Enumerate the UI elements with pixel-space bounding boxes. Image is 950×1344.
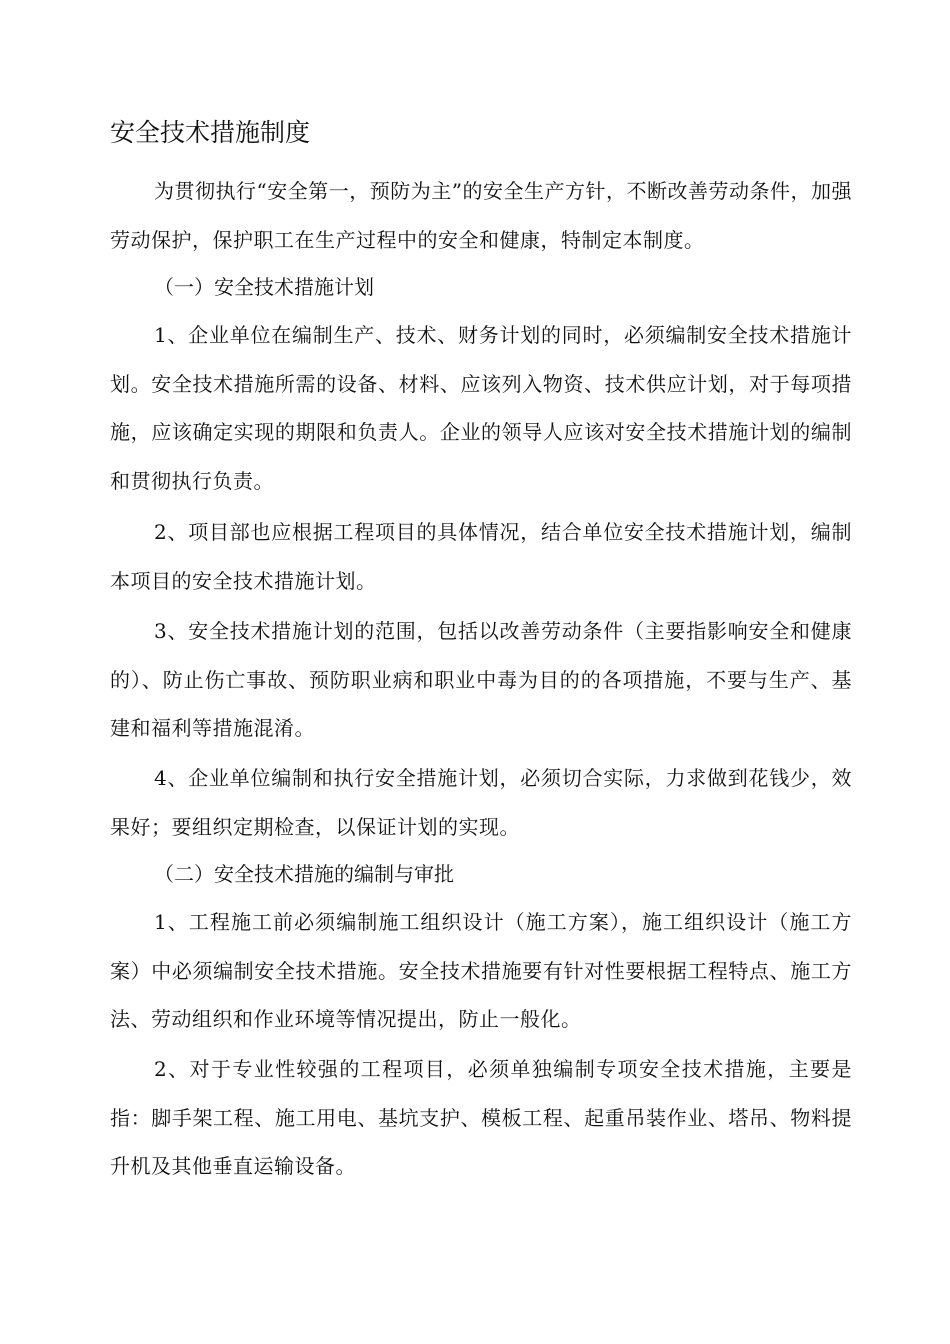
section-2-heading: （二）安全技术措施的编制与审批 [154, 862, 454, 886]
section-1-item-1: 1、企业单位在编制生产、技术、财务计划的同时，必须编制安全技术措施计划。安全技术措施所需的设备、材料、应该列入物资、技术供应计划，对于每项措施，应该确定实现的期限和负责人。企业的领导人应该对安全技术措施计划的编制和贯彻执行负责。 [110, 323, 852, 493]
section-1-item-3: 3、安全技术措施计划的范围，包括以改善劳动条件（主要指影响安全和健康的）、防止伤亡事故、预防职业病和职业中毒为目的的各项措施，不要与生产、基建和福利等措施混淆。 [110, 619, 852, 740]
document-title: 安全技术措施制度 [110, 118, 311, 147]
section-1-heading: （一）安全技术措施计划 [154, 275, 374, 299]
intro-paragraph: 为贯彻执行“安全第一，预防为主”的安全生产方针，不断改善劳动条件，加强劳动保护，保护职工在生产过程中的安全和健康，特制定本制度。 [110, 179, 852, 252]
section-1-item-2: 2、项目部也应根据工程项目的具体情况，结合单位安全技术措施计划，编制本项目的安全技术措施计划。 [110, 520, 852, 593]
section-1-item-4: 4、企业单位编制和执行安全措施计划，必须切合实际，力求做到花钱少，效果好；要组织定期检查，以保证计划的实现。 [110, 766, 852, 839]
section-2-item-2: 2、对于专业性较强的工程项目，必须单独编制专项安全技术措施，主要是指：脚手架工程、施工用电、基坑支护、模板工程、起重吊装作业、塔吊、物料提升机及其他垂直运输设备。 [110, 1057, 852, 1178]
section-2-item-1: 1、工程施工前必须编制施工组织设计（施工方案），施工组织设计（施工方案）中必须编制安全技术措施。安全技术措施要有针对性要根据工程特点、施工方法、劳动组织和作业环境等情况提出，防止一般化。 [110, 910, 852, 1031]
